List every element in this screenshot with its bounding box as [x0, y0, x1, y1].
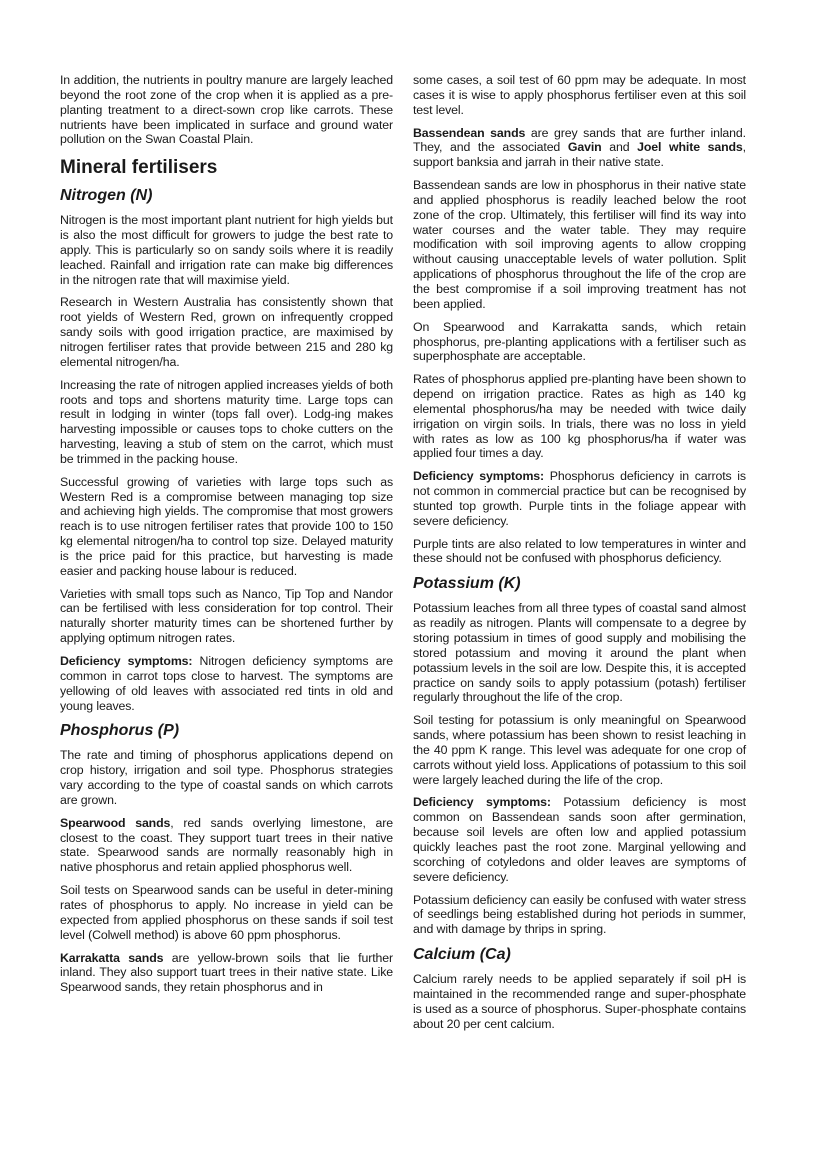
karrakatta-sands-paragraph [60, 951, 393, 996]
purple-tints-paragraph [413, 537, 746, 567]
soil-tests-paragraph [60, 883, 393, 942]
bold-term: Karrakatta sands [60, 950, 164, 965]
phosphorus-heading: Phosphorus (P) [60, 722, 180, 740]
text-run: , support banksia and jarrah in their native state. [413, 140, 746, 170]
bold-term: Gavin [567, 140, 602, 155]
manure-leaching-paragraph [60, 73, 393, 147]
text-run: Calcium rarely needs to be applied separately if soil pH is maintained in the recommended range and super-phosphate is used as a source of phosphorus. Super-phosphate contains about 20 per cent calcium. [413, 972, 746, 1031]
soil-test-60ppm-paragraph [413, 73, 746, 118]
text-run: Phosphorus deficiency in carrots is not common in commercial practice but can be recognised by stunted top growth. Purple tints in the foliage appear with severe deficiency. [413, 469, 746, 528]
bold-term: Joel white sands [637, 140, 743, 155]
phosphorus-deficiency-paragraph [413, 469, 746, 528]
potassium-testing-paragraph [413, 713, 746, 787]
bold-term: Deficiency symptoms: [60, 654, 193, 668]
large-tops-paragraph [60, 475, 393, 579]
phosphorus-intro-paragraph [60, 748, 393, 807]
text-run: some cases, a soil test of 60 ppm may be adequate. In most cases it is wise to apply phosphorus fertiliser even at this soil test level. [413, 73, 746, 117]
text-run: and [601, 140, 638, 155]
text-run: , red sands overlying limestone, are closest to the coast. They support tuart trees in their native state. Spearwood sands are normally reasonably high in native phosphorus and retain applied phosphorus well. [60, 815, 393, 875]
text-run: Nitrogen deficiency symptoms are common in carrot tops close to harvest. The symptoms are yellowing of old leaves with associated red tints in old and young leaves. [60, 654, 393, 713]
text-run: Potassium deficiency can easily be confused with water stress of seedlings being established during hot periods in summer, and with damage by thrips in spring. [413, 892, 746, 937]
bassendean-phosphorus-paragraph [413, 178, 746, 312]
potassium-deficiency-paragraph [413, 795, 746, 884]
potassium-heading: Potassium (K) [413, 575, 521, 593]
text-run: Potassium leaches from all three types of coastal sand almost as readily as nitrogen. Plants will compensate to a degree by storing potassium in times of good supply and mobilising the stored potassium and moving it around the plant when potassium levels in the soil are low. Despite this, it is accepted practice on sandy soils to apply potassium (potash) fertiliser regularly throughout the life of the crop. [413, 601, 746, 705]
nitrogen-rate-paragraph [60, 378, 393, 467]
bold-term: Deficiency symptoms: [413, 795, 551, 810]
text-run: Research in Western Australia has consistently shown that root yields of Western Red, grown on infrequently cropped sandy soils with good irrigation practice, are maximised by nitrogen fertiliser rates that provide between 215 and 280 kg elemental nitrogen/ha. [60, 295, 393, 369]
bold-term: Deficiency symptoms: [413, 469, 545, 484]
potassium-confusion-paragraph [413, 893, 746, 938]
text-run: Soil testing for potassium is only meaningful on Spearwood sands, where potassium has been shown to resist leaching in the 40 ppm K range. This level was adequate for one crop of carrots without yield loss. Applications of potassium to this soil were largely leached during the life of the crop. [413, 713, 746, 787]
small-tops-paragraph [60, 587, 393, 646]
text-run: On Spearwood and Karrakatta sands, which retain phosphorus, pre-planting applications with a fertiliser such as superphosphate are acceptable. [413, 319, 746, 364]
bold-term: Spearwood sands [60, 815, 171, 830]
text-run: Potassium deficiency is most common on Bassendean sands soon after germination, because soil levels are often low and applied potassium quickly leaches past the root zone. Marginal yellowing and scorching of cotyledons and older leaves are symptoms of severe deficiency. [413, 795, 746, 884]
text-run: The rate and timing of phosphorus applications depend on crop history, irrigation and soil type. Phosphorus strategies vary according to the type of coastal sands on which carrots are grown. [60, 748, 393, 807]
phosphorus-rates-paragraph [413, 372, 746, 461]
bassendean-sands-paragraph [413, 126, 746, 171]
spearwood-karrakatta-paragraph [413, 320, 746, 365]
potassium-intro-paragraph [413, 601, 746, 705]
nitrogen-deficiency-paragraph [60, 654, 393, 713]
spearwood-sands-paragraph [60, 816, 393, 875]
nitrogen-heading: Nitrogen (N) [60, 187, 153, 205]
calcium-heading: Calcium (Ca) [413, 946, 511, 964]
bold-term: Bassendean sands [413, 125, 526, 140]
calcium-paragraph [413, 972, 746, 1031]
text-run: are yellow-brown soils that lie further inland. They also support tuart trees in their native state. Like Spearwood sands, they retain phosphorus and in [60, 950, 393, 995]
text-run: Nitrogen is the most important plant nutrient for high yields but is also the most difficult for growers to judge the best rate to apply. This is particularly so on sandy soils where it is readily leached. Rainfall and irrigation rate can make big differences in the nitrogen rate that will maximise yield. [60, 213, 393, 287]
text-run: Varieties with small tops such as Nanco, Tip Top and Nandor can be fertilised with less consideration for top control. Their naturally shorter maturity times can be shortened further by applying optimum nitrogen rates. [60, 586, 393, 646]
nitrogen-intro-paragraph [60, 213, 393, 287]
nitrogen-research-paragraph [60, 295, 393, 369]
text-run: Bassendean sands are low in phosphorus in their native state and applied phosphorus is readily leached below the root zone of the crop. Ultimately, this fertiliser will find its way into water courses and the water table. They may require modification with soil improving agents to allow cropping without causing unacceptable levels of water pollution. Split applications of phosphorus throughout the life of the crop are the best compromise if a soil improving treatment has not been applied. [413, 178, 746, 311]
text-run: Rates of phosphorus applied pre-planting have been shown to depend on irrigation practice. Rates as high as 140 kg elemental phosphorus/ha may be needed with twice daily irrigation on virgin soils. In trials, there was no loss in yield with rates as low as 100 kg phosphorus/ha if water was applied four times a day. [413, 372, 746, 461]
text-run: Increasing the rate of nitrogen applied increases yields of both roots and tops and shortens maturity time. Large tops can result in lodging in winter (tops fall over). Lodg-ing makes harvesting impossible or causes tops to choke cutters on the harvesting, leaving a stub of stem on the carrot, which must be trimmed in the packing house. [60, 377, 393, 466]
text-run: Soil tests on Spearwood sands can be useful in deter-mining rates of phosphorus to apply. No increase in yield can be expected from applied phosphorus on these sands if soil test level (Colwell method) is above 60 ppm phosphorus. [60, 883, 393, 942]
text-run: In addition, the nutrients in poultry manure are largely leached beyond the root zone of the crop when it is applied as a pre-planting treatment to a direct-sown crop like carrots. These nutrients have been implicated in surface and ground water pollution on the Swan Coastal Plain. [60, 73, 393, 147]
left-column [60, 73, 393, 1003]
text-run: Purple tints are also related to low temperatures in winter and these should not be confused with phosphorus deficiency. [413, 536, 746, 566]
text-run: Successful growing of varieties with large tops such as Western Red is a compromise between managing top size and achieving high yields. The compromise that most growers reach is to use nitrogen fertiliser rates that provide 100 to 150 kg elemental nitrogen/ha to control top size. Delayed maturity is the price paid for this practice, but harvesting is made easier and packing house labour is reduced. [60, 474, 393, 578]
text-run: are grey sands that are further inland. They, and the associated [413, 125, 746, 155]
right-column [413, 73, 746, 1039]
mineral-fertilisers-heading: Mineral fertilisers [60, 157, 218, 179]
